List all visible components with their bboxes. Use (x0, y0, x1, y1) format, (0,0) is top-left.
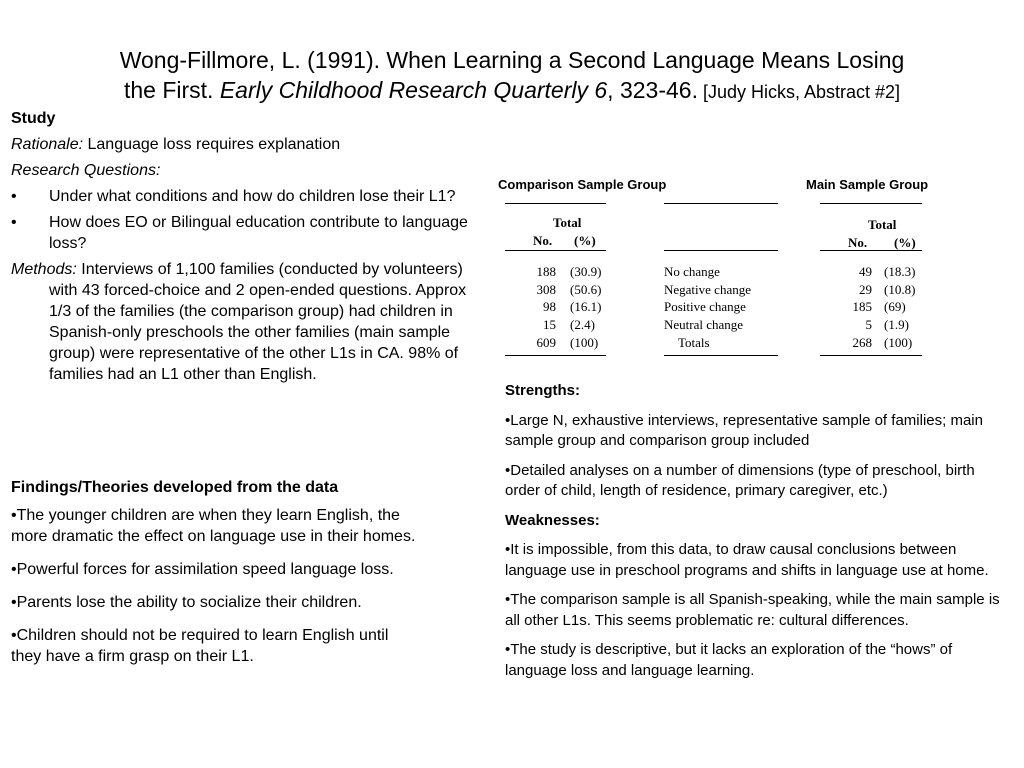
bullet: • (11, 214, 17, 231)
change-label: Positive change (664, 299, 746, 314)
comparison-count: 308 (536, 282, 556, 297)
comparison-total-label: Total (553, 215, 582, 230)
comparison-percent: (30.9) (570, 264, 602, 279)
bullet: • (11, 188, 17, 205)
rationale-label: Rationale: (11, 136, 84, 153)
weaknesses-heading: Weaknesses: (505, 511, 600, 529)
comparison-count: 15 (543, 317, 556, 332)
main-percent: (10.8) (884, 282, 916, 297)
rule (664, 250, 778, 251)
rationale-text: Language loss requires explanation (83, 136, 341, 153)
weakness-item: •The study is descriptive, but it lacks an exploration of the “hows” of language loss and language learning. (505, 641, 953, 679)
comparison-percent: (50.6) (570, 282, 602, 297)
rule (820, 355, 922, 356)
finding-item: •Powerful forces for assimilation speed language loss. (11, 561, 394, 578)
strength-item: •Detailed analyses on a number of dimensions (type of preschool, birth order of child, length of residence, primary caregiver, etc.) (505, 461, 975, 499)
comparison-percent: (100) (570, 335, 599, 350)
title-line-1: Wong-Fillmore, L. (1991). When Learning a Second Language Means Losing (119, 47, 905, 73)
research-question-text: How does EO or Bilingual education contribute to language loss? (49, 214, 468, 252)
title-part-b: , 323-46. (607, 77, 698, 103)
research-questions-label: Research Questions: (11, 162, 161, 179)
main-no-label: No. (848, 235, 868, 250)
rule (664, 355, 778, 356)
title-line-2 (0, 75, 1024, 107)
totals-label: Totals (678, 335, 710, 350)
comparison-percent: (2.4) (570, 317, 595, 332)
finding-item: •The younger children are when they learn English, the more dramatic the effect on language use in their homes. (11, 507, 416, 545)
comparison-no-label: No. (533, 233, 553, 248)
weakness-item: •It is impossible, from this data, to draw causal conclusions between language use in preschool programs and shifts in language use at home. (505, 541, 989, 579)
strengths-heading: Strengths: (505, 382, 580, 399)
main-percent: (69) (884, 299, 906, 314)
comparison-pct-label: (%) (574, 233, 596, 248)
main-count: 5 (865, 317, 872, 332)
main-group-heading: Main Sample Group (806, 177, 929, 192)
main-count: 185 (852, 299, 872, 314)
findings-heading: Findings/Theories developed from the data (11, 479, 339, 496)
rule (820, 250, 922, 251)
main-total-label: Total (868, 217, 897, 232)
change-label: Negative change (664, 282, 751, 297)
page-title (0, 45, 1024, 107)
strength-item: •Large N, exhaustive interviews, representative sample of families; main sample group and comparison group included (505, 411, 983, 449)
rule (664, 203, 778, 204)
rule (505, 203, 606, 204)
comparison-count: 609 (536, 335, 556, 350)
rule (505, 250, 606, 251)
change-label: Neutral change (664, 317, 744, 332)
change-label: No change (664, 264, 720, 279)
study-heading: Study (11, 110, 56, 127)
main-pct-label: (%) (894, 235, 916, 250)
comparison-percent: (16.1) (570, 299, 602, 314)
weakness-item: •The comparison sample is all Spanish-speaking, while the main sample is all other L1s. This seems problematic re: cultural differences. (505, 591, 1000, 629)
main-percent: (1.9) (884, 317, 909, 332)
main-percent: (18.3) (884, 264, 916, 279)
author-note: [Judy Hicks, Abstract #2] (697, 82, 901, 102)
rule (820, 203, 922, 204)
methods-text: Interviews of 1,100 families (conducted by volunteers) with 43 forced-choice and 2 open-ended questions. Approx 1/3 of the families (the comparison group) had children in Spanish-only preschools the other families (main sample group) were representative of the other L1s in CA. 98% of families had an L1 other than English. (49, 261, 467, 383)
comparison-count: 188 (536, 264, 556, 279)
journal-name: Early Childhood Research Quarterly 6 (219, 77, 608, 103)
finding-item: •Children should not be required to learn English until they have a firm grasp on their L1. (11, 627, 389, 665)
main-count: 49 (859, 264, 872, 279)
main-count: 268 (852, 335, 872, 350)
main-percent: (100) (884, 335, 913, 350)
methods-label: Methods: (11, 261, 77, 278)
research-question-item (11, 186, 491, 207)
study-section (11, 108, 491, 385)
rule (505, 355, 606, 356)
findings-section (11, 477, 421, 679)
title-part-a: the First. (123, 77, 220, 103)
finding-item: •Parents lose the ability to socialize their children. (11, 594, 362, 611)
methods (11, 259, 491, 385)
comparison-group-heading: Comparison Sample Group (498, 177, 667, 192)
research-question-item (11, 212, 491, 254)
main-count: 29 (859, 282, 872, 297)
rationale (11, 134, 491, 155)
research-question-text: Under what conditions and how do children lose their L1? (49, 188, 456, 205)
comparison-count: 98 (543, 299, 556, 314)
evaluation-section (505, 381, 1000, 690)
